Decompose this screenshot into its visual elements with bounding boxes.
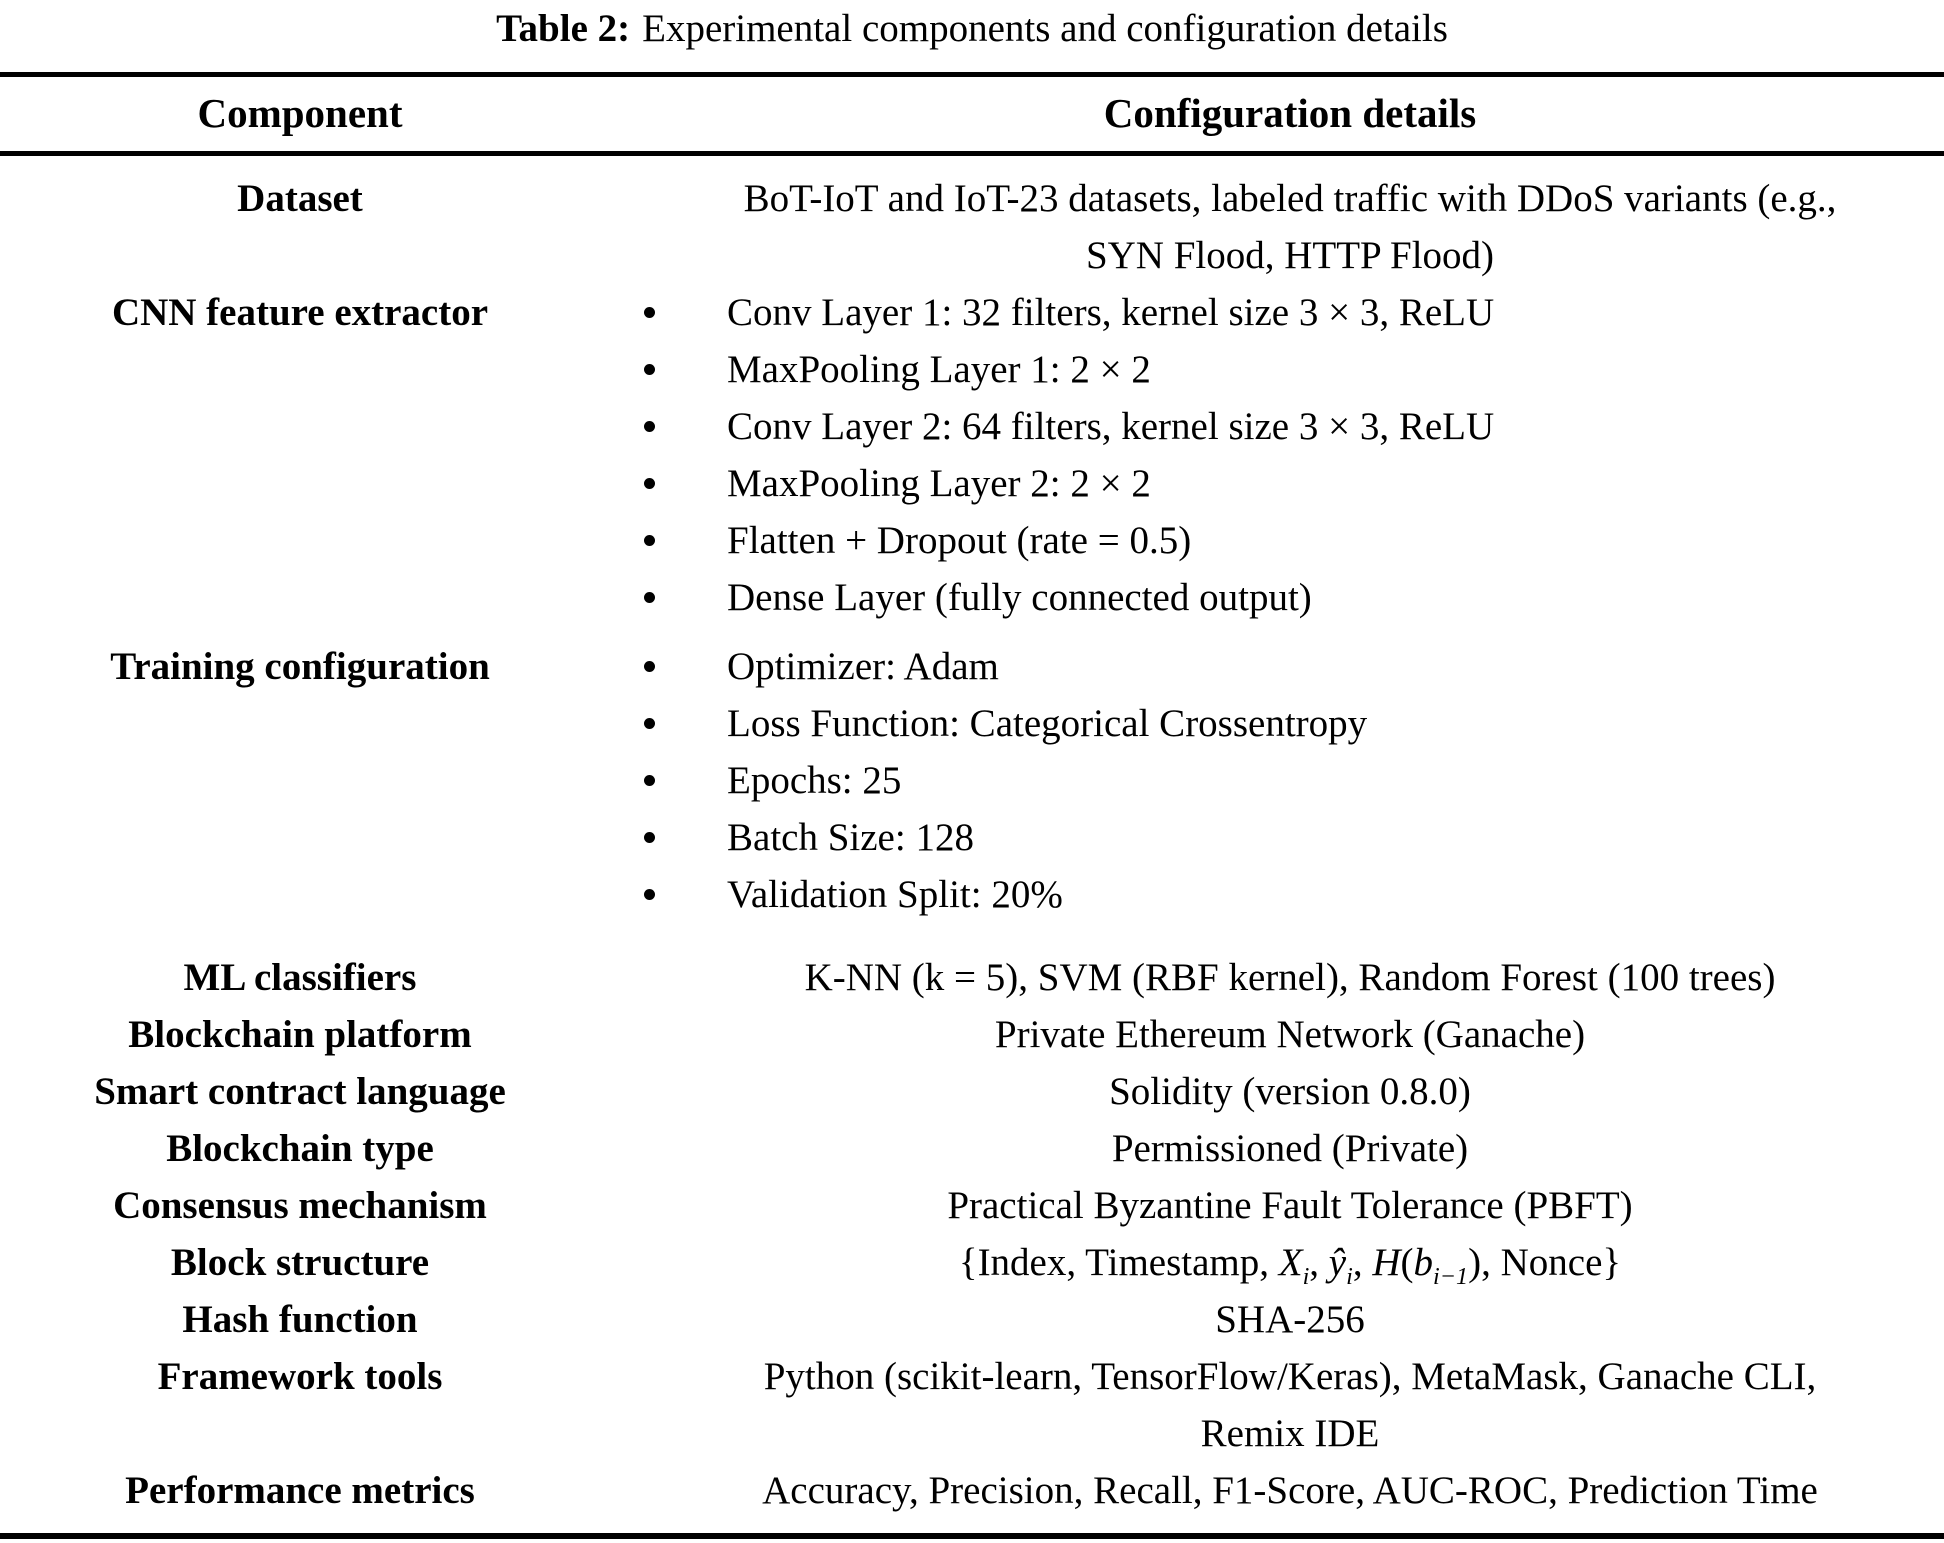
formula-segment: , (1309, 1241, 1329, 1284)
details-cell: Practical Byzantine Fault Tolerance (PBFT) (947, 1184, 1633, 1227)
component-label: CNN feature extractor (111, 291, 489, 334)
bullet-list (636, 284, 1944, 626)
details-cell: SHA-256 (1215, 1298, 1365, 1341)
details-cell: Permissioned (Private) (1111, 1127, 1469, 1170)
bullet-item: Batch Size: 128 (636, 809, 1944, 866)
details-cell (600, 1348, 1944, 1462)
details-cell (600, 284, 1944, 626)
details-line: Python (scikit-learn, TensorFlow/Keras), MetaMask, Ganache CLI, (763, 1355, 1817, 1398)
table-row-ml-classifiers (0, 949, 1944, 1006)
component-label: Block structure (170, 1241, 430, 1284)
component-label: Framework tools (157, 1355, 443, 1398)
table-row-blockchain-platform (0, 1006, 1944, 1063)
details-cell (600, 638, 1944, 923)
component-label: Performance metrics (125, 1469, 475, 1512)
bullet-item: Epochs: 25 (636, 752, 1944, 809)
table-row-block-structure (0, 1234, 1944, 1291)
bullet-item: Conv Layer 2: 64 filters, kernel size 3 × 3, ReLU (636, 398, 1944, 455)
table-row-dataset (0, 170, 1944, 284)
header-details: Configuration details (1103, 90, 1477, 136)
details-line: BoT-IoT and IoT-23 datasets, labeled traffic with DDoS variants (e.g., (743, 177, 1837, 220)
details-cell: K-NN (k = 5), SVM (RBF kernel), Random Forest (100 trees) (804, 956, 1776, 999)
component-label: Hash function (182, 1298, 418, 1341)
formula-variable: X (1278, 1241, 1303, 1284)
formula-variable: b (1413, 1241, 1433, 1284)
details-cell: Accuracy, Precision, Recall, F1-Score, AUC-ROC, Prediction Time (762, 1469, 1818, 1512)
component-label: ML classifiers (183, 956, 417, 999)
table-row-consensus-mechanism (0, 1177, 1944, 1234)
caption-label: Table 2: (496, 7, 631, 50)
formula-subscript: i (1302, 1262, 1310, 1290)
bullet-item: Dense Layer (fully connected output) (636, 569, 1944, 626)
table-bottom-rule (0, 1533, 1944, 1539)
table-row-performance-metrics (0, 1462, 1944, 1519)
table-row-framework-tools (0, 1348, 1944, 1462)
table-row-cnn-feature-extractor (0, 284, 1944, 626)
details-cell (600, 170, 1944, 284)
table-row-hash-function (0, 1291, 1944, 1348)
component-label: Smart contract language (94, 1070, 506, 1113)
component-label: Blockchain type (166, 1127, 434, 1170)
bullet-item: Loss Function: Categorical Crossentropy (636, 695, 1944, 752)
bullet-item: Optimizer: Adam (636, 638, 1944, 695)
component-label: Blockchain platform (128, 1013, 472, 1056)
table-header-row (0, 77, 1944, 151)
component-label: Training configuration (110, 645, 490, 688)
bullet-item: Flatten + Dropout (rate = 0.5) (636, 512, 1944, 569)
formula-segment: {Index, Timestamp, (958, 1241, 1279, 1284)
table-row-training-configuration (0, 638, 1944, 923)
bullet-item: MaxPooling Layer 2: 2 × 2 (636, 455, 1944, 512)
formula-segment: , (1352, 1241, 1373, 1284)
formula-variable: H (1372, 1241, 1401, 1284)
caption-text: Experimental components and configuration details (642, 7, 1448, 50)
formula-subscript: i (1346, 1262, 1353, 1290)
bullet-item: MaxPooling Layer 1: 2 × 2 (636, 341, 1944, 398)
details-line: Remix IDE (1200, 1412, 1380, 1455)
component-label: Consensus mechanism (113, 1184, 487, 1227)
components-table (0, 72, 1944, 1539)
bullet-item: Conv Layer 1: 32 filters, kernel size 3 × 3, ReLU (636, 284, 1944, 341)
formula-segment: ( (1400, 1241, 1414, 1284)
details-cell: Solidity (version 0.8.0) (1109, 1070, 1471, 1113)
header-component: Component (197, 90, 403, 136)
formula-segment: , Nonce} (1481, 1241, 1622, 1284)
formula-subscript: i−1 (1433, 1262, 1469, 1290)
details-line: SYN Flood, HTTP Flood) (1085, 234, 1495, 277)
bullet-list (636, 638, 1944, 923)
table-body (0, 156, 1944, 1533)
bullet-item: Validation Split: 20% (636, 866, 1944, 923)
formula-variable: ŷ (1328, 1241, 1347, 1284)
table-row-blockchain-type (0, 1120, 1944, 1177)
block-structure-formula (600, 1234, 1944, 1291)
details-cell: Private Ethereum Network (Ganache) (994, 1013, 1586, 1056)
formula-segment: ) (1468, 1241, 1482, 1284)
table-row-smart-contract-language (0, 1063, 1944, 1120)
component-label: Dataset (237, 177, 363, 220)
table-caption (0, 0, 1944, 52)
